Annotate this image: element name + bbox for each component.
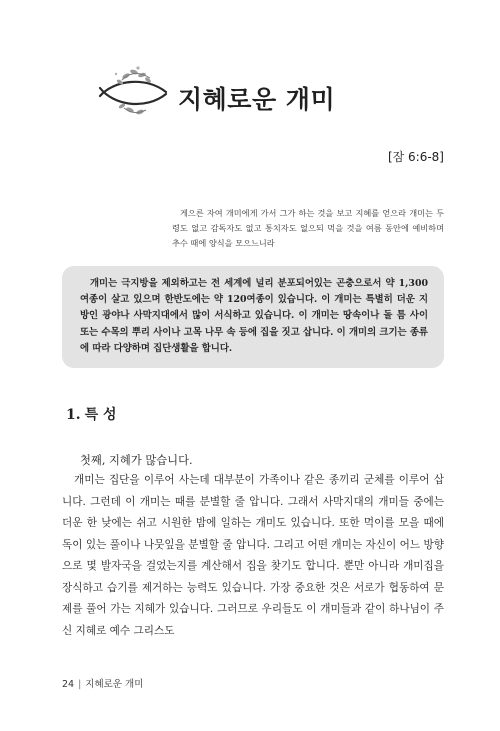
summary-text: 개미는 극지방을 제외하고는 전 세계에 널리 분포되어있는 곤충으로서 약 1,300여종이 살고 있으며 한반도에는 약 120여종이 있습니다. 이 개미는 특별히 더운 지방인 광야나 사막지대에서 많이 서식하고 있습니다. 이 개미는 땅속이나 돌 틈 사이 또는 수목의 뿌리 사이나 고목 나무 속 등에 집을 짓고 삽니다. 이 개미의 크기는 종류에 따라 다양하며 집단생활을 합니다. xyxy=(80,278,428,354)
body-text xyxy=(62,470,444,642)
section-number: 1. xyxy=(66,407,81,423)
page-number: 24 xyxy=(62,679,75,690)
ichthys-fish-with-leaves-icon xyxy=(96,62,174,124)
page-footer xyxy=(62,676,143,690)
body-paragraph: 개미는 집단을 이루어 사는데 대부분이 가족이나 같은 종끼리 군체를 이루어 삽니다. 그런데 이 개미는 때를 분별할 줄 압니다. 그래서 사막지대의 개미들 중에는 더운 한 낮에는 쉬고 시원한 밤에 일하는 개미도 있습니다. 또한 먹이를 모을 때에 독이 있는 풀이나 나뭇잎을 분별할 줄 압니다. 그리고 어떤 개미는 자신이 어느 방향으로 몇 발자국을 걸었는지를 계산해서 집을 찾기도 합니다. 뿐만 아니라 개미집을 장식하고 습기를 제거하는 능력도 있습니다. 가장 중요한 것은 서로가 협동하여 문제를 풀어 가는 지혜가 있습니다. 그러므로 우리들도 이 개미들과 같이 하나님이 주신 지혜로 예수 그리스도 xyxy=(62,474,444,637)
footer-book-title: 지혜로운 개미 xyxy=(85,679,144,690)
scripture-quote: 게으른 자여 개미에게 가서 그가 하는 것을 보고 지혜를 얻으라 개미는 두령도 없고 감독자도 없고 통치자도 없으되 먹을 것을 여름 동안에 예비하며 추수 때에 양식을 모으느니라 xyxy=(172,208,444,248)
chapter-title: 지혜로운 개미 xyxy=(178,85,336,114)
summary-box xyxy=(62,266,444,368)
section-title: 특 성 xyxy=(84,407,117,423)
section-heading xyxy=(62,404,117,424)
scripture-reference: [잠 6:6-8] xyxy=(387,150,444,164)
lead-sentence: 첫째, 지혜가 많습니다. xyxy=(80,454,193,467)
footer-separator: | xyxy=(78,679,82,690)
